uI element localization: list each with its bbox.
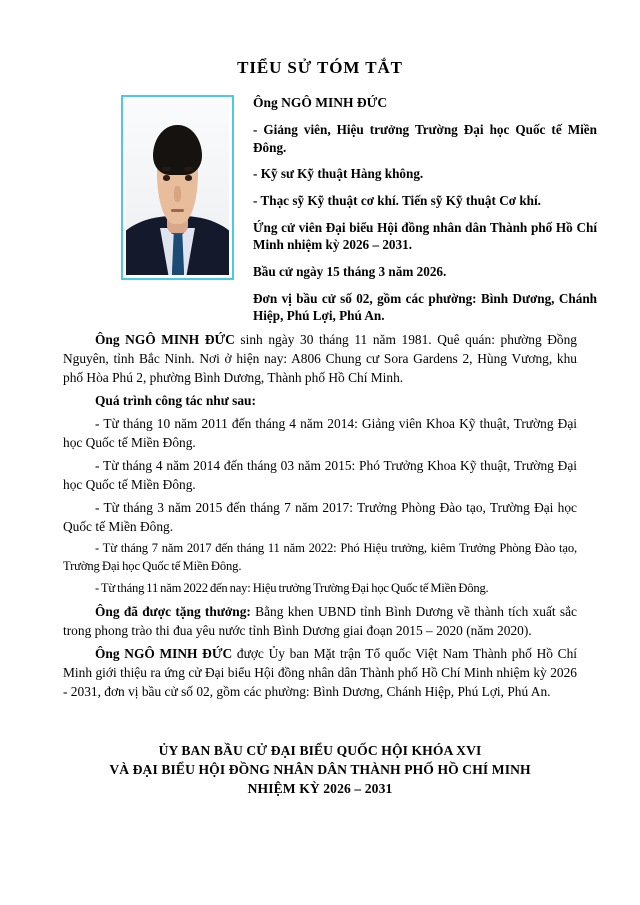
identity-line-constituency: Đơn vị bầu cử số 02, gồm các phường: Bình Dương, Chánh Hiệp, Phú Lợi, Phú An. bbox=[253, 290, 597, 324]
identity-line-advanced-degrees: - Thạc sỹ Kỹ thuật cơ khí. Tiến sỹ Kỹ thuật Cơ khí. bbox=[253, 192, 541, 208]
career-entry-5: - Từ tháng 11 năm 2022 đến nay: Hiệu trưởng Trường Đại học Quốc tế Miền Đông. bbox=[95, 581, 489, 596]
footer-block bbox=[0, 742, 640, 798]
biography-paragraph bbox=[63, 330, 577, 387]
career-entry-3: - Từ tháng 3 năm 2015 đến tháng 7 năm 2017: Trưởng Phòng Đào tạo, Trường Đại học Quốc tế Miền Đông. bbox=[63, 500, 577, 535]
biography-detail: sinh ngày 30 tháng 11 năm 1981. Quê quán: phường Đồng Nguyên, tỉnh Bắc Ninh. Nơi ở hiện nay: A806 Chung cư Sora Gardens 2, Hùng Vương, khu phố Hòa Phú 2, phường Bình Dương, Thành phố Hồ Chí Minh. bbox=[63, 332, 578, 386]
nomination-detail: được Ủy ban Mặt trận Tổ quốc Việt Nam Thành phố Hồ Chí Minh giới thiệu ra ứng cử Đại biểu Hội đồng nhân dân Thành phố Hồ Chí Minh nhiệm kỳ 2026 - 2031, đơn vị bầu cử số 02, gồm các phường: Bình Dương, Chánh Hiệp, Phú Lợi, Phú An. bbox=[63, 646, 577, 700]
nomination-name: Ông NGÔ MINH ĐỨC bbox=[95, 646, 233, 661]
photo-eye-right bbox=[185, 175, 192, 180]
biography-name: Ông NGÔ MINH ĐỨC bbox=[95, 332, 235, 347]
nomination-paragraph bbox=[63, 644, 577, 701]
identity-line-election-date: Bầu cử ngày 15 tháng 3 năm 2026. bbox=[253, 264, 447, 279]
candidate-photo bbox=[126, 100, 229, 275]
footer-line-2: VÀ ĐẠI BIỂU HỘI ĐỒNG NHÂN DÂN THÀNH PHỐ HỒ CHÍ MINH bbox=[109, 761, 531, 777]
career-entry-1: - Từ tháng 10 năm 2011 đến tháng 4 năm 2014: Giảng viên Khoa Kỹ thuật, Trường Đại học Quốc tế Miền Đông. bbox=[63, 416, 577, 451]
candidate-photo-frame bbox=[121, 95, 234, 280]
photo-mouth bbox=[171, 209, 183, 213]
candidate-name: Ông NGÔ MINH ĐỨC bbox=[253, 95, 388, 110]
photo-eyebrow-right bbox=[184, 167, 193, 171]
photo-tie bbox=[172, 231, 184, 275]
header-block bbox=[0, 95, 640, 324]
body-block bbox=[63, 330, 577, 705]
identity-block bbox=[253, 95, 597, 325]
award-detail: Bằng khen UBND tỉnh Bình Dương về thành tích xuất sắc trong phong trào thi đua yêu nước tỉnh Bình Dương giai đoạn 2015 – 2020 (năm 2020). bbox=[63, 603, 577, 638]
page-title: TIỂU SỬ TÓM TẮT bbox=[237, 58, 403, 77]
photo-nose bbox=[174, 186, 180, 202]
footer-line-3: NHIỆM KỲ 2026 – 2031 bbox=[247, 780, 393, 796]
footer-line-1: ỦY BAN BẦU CỬ ĐẠI BIỂU QUỐC HỘI KHÓA XVI bbox=[158, 743, 482, 758]
career-entry-2: - Từ tháng 4 năm 2014 đến tháng 03 năm 2015: Phó Trưởng Khoa Kỹ thuật, Trường Đại học Quốc tế Miền Đông. bbox=[63, 458, 577, 493]
identity-line-candidacy: Ứng cử viên Đại biểu Hội đồng nhân dân Thành phố Hồ Chí Minh nhiệm kỳ 2026 – 2031. bbox=[253, 219, 597, 253]
identity-line-engineer-degree: - Kỹ sư Kỹ thuật Hàng không. bbox=[253, 166, 424, 182]
award-label: Ông đã được tặng thưởng: bbox=[95, 603, 251, 619]
photo-eyebrow-left bbox=[162, 167, 171, 171]
career-entry-4: - Từ tháng 7 năm 2017 đến tháng 11 năm 2022: Phó Hiệu trưởng, kiêm Trưởng Phòng Đào tạo, Trường Đại học Quốc tế Miền Đông. bbox=[63, 541, 577, 574]
identity-line-occupation: - Giảng viên, Hiệu trưởng Trường Đại học Quốc tế Miền Đông. bbox=[253, 121, 597, 155]
career-heading: Quá trình công tác như sau: bbox=[95, 393, 256, 409]
award-paragraph bbox=[63, 602, 577, 640]
photo-eye-left bbox=[163, 175, 170, 180]
